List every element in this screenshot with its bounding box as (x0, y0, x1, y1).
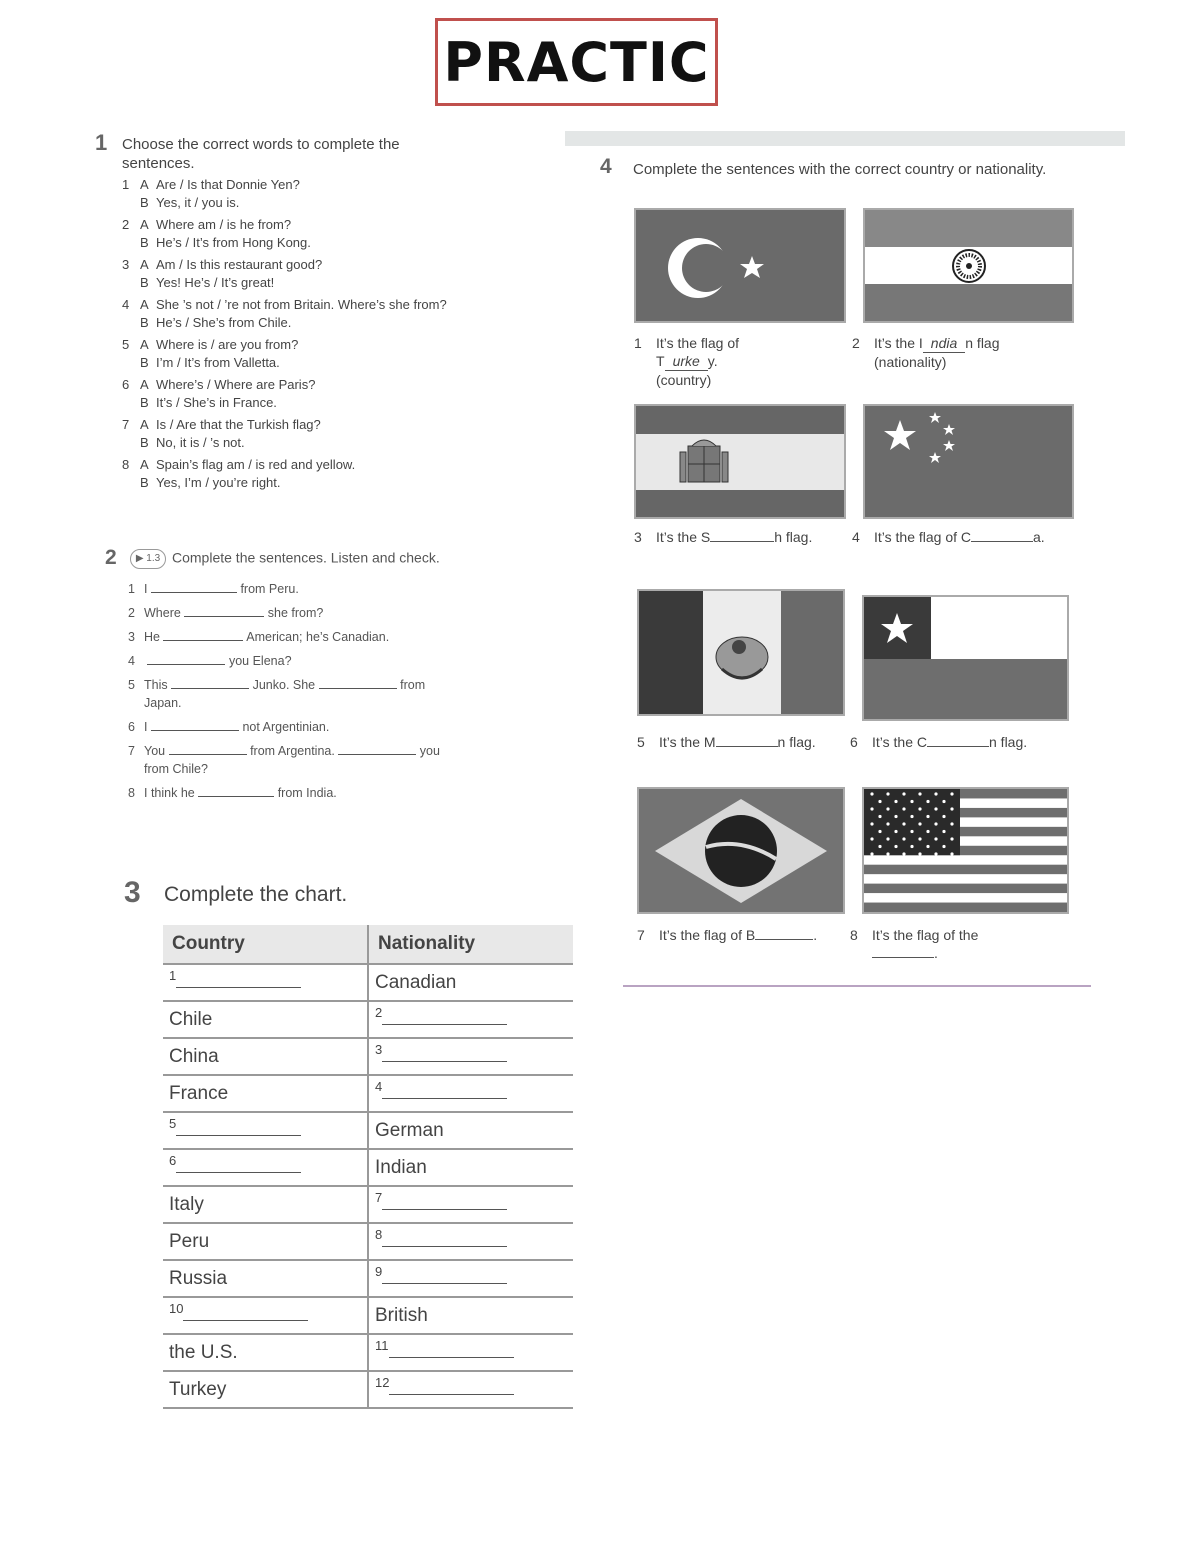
nationality-blank[interactable] (382, 1269, 507, 1284)
brazil-flag (637, 787, 845, 914)
caption-3-blank[interactable] (710, 529, 774, 542)
speaker-b-label: B (140, 315, 149, 330)
ex2-item (128, 628, 528, 646)
ex1-line-b[interactable]: He’s / It’s from Hong Kong. (156, 235, 311, 250)
ex2-item-number: 7 (128, 744, 135, 758)
caption-1-number: 1 (634, 335, 642, 351)
caption-2-suffix: n flag (965, 335, 1000, 351)
ex1-line-b[interactable]: Yes, it / you is. (156, 195, 240, 210)
caption-8-blank[interactable] (872, 945, 934, 958)
chart-nationality-cell[interactable] (368, 1038, 573, 1075)
ex2-item (128, 652, 528, 670)
blank-number: 3 (375, 1041, 383, 1057)
chart-country-cell (163, 1371, 368, 1408)
ex1-item-number: 6 (122, 377, 130, 392)
ex2-text-1: Where (144, 606, 181, 620)
caption-6-number: 6 (850, 734, 858, 750)
chart-nationality-cell (368, 1149, 573, 1186)
ex1-number: 1 (95, 130, 108, 155)
blank-number: 10 (169, 1300, 184, 1316)
speaker-b-label: B (140, 435, 149, 450)
chart-nationality-cell[interactable] (368, 1260, 573, 1297)
caption-1-hint: (country) (656, 372, 712, 388)
ex1-item (122, 256, 542, 292)
caption-1-suffix: y. (707, 353, 718, 369)
chile-flag (862, 595, 1069, 721)
speaker-a-label: A (140, 297, 149, 312)
country-blank[interactable] (183, 1306, 308, 1321)
ex1-item (122, 296, 542, 332)
ex1-item (122, 336, 542, 372)
chart-row (163, 1223, 573, 1260)
ex1-item-number: 4 (122, 297, 130, 312)
ex4-instruction: Complete the sentences with the correct country or nationality. (633, 161, 1047, 178)
ex1-item (122, 456, 542, 492)
ex2-blank[interactable] (151, 580, 237, 593)
country-name: France (169, 1082, 229, 1104)
ex2-blank[interactable] (163, 628, 243, 641)
ex2-text-2: from Argentina. (250, 744, 335, 758)
speaker-a-label: A (140, 377, 149, 392)
ex2-text-1: I (144, 720, 148, 734)
ex2-item (128, 784, 528, 802)
mexico-flag-icon (639, 591, 843, 714)
nationality-blank[interactable] (382, 1084, 507, 1099)
mexico-flag (637, 589, 845, 716)
ex2-blank[interactable] (184, 604, 264, 617)
ex2-item (128, 676, 528, 712)
turkey-flag-icon (636, 210, 844, 321)
section-divider (623, 985, 1091, 987)
ex3-number: 3 (124, 876, 141, 909)
country-name: the U.S. (169, 1341, 238, 1363)
caption-1 (634, 334, 844, 389)
speaker-b-label: B (140, 195, 149, 210)
nationality-name: British (375, 1304, 428, 1326)
chart-country-cell[interactable] (163, 1149, 368, 1186)
ex2-text-2: not Argentinian. (242, 720, 330, 734)
caption-8-text: It’s the flag of the (872, 927, 979, 943)
speaker-b-label: B (140, 475, 149, 490)
nationality-blank[interactable] (382, 1010, 507, 1025)
chart-nationality-cell (368, 1297, 573, 1334)
country-blank[interactable] (176, 973, 301, 988)
caption-5-number: 5 (637, 734, 645, 750)
caption-4-text: It’s the flag of C (874, 529, 972, 545)
caption-5-blank[interactable] (716, 734, 778, 747)
caption-2 (852, 334, 1082, 371)
caption-7-text: It’s the flag of B (659, 927, 756, 943)
caption-3-text: It’s the S (656, 529, 711, 545)
audio-track-number: 1.3 (146, 553, 161, 564)
speaker-a-label: A (140, 177, 149, 192)
blank-number: 12 (375, 1374, 390, 1390)
chart-country-cell (163, 1001, 368, 1038)
speaker-a-label: A (140, 457, 149, 472)
caption-8-suffix: . (934, 945, 938, 961)
chart-row (163, 1260, 573, 1297)
chart-nationality-cell[interactable] (368, 1223, 573, 1260)
ex2-number: 2 (105, 546, 117, 569)
chart-nationality-cell (368, 964, 573, 1001)
chart-row (163, 1001, 573, 1038)
ex2-text-4: from Chile? (144, 762, 208, 776)
blank-number: 7 (375, 1189, 383, 1205)
ex2-text-1: You (144, 744, 166, 758)
caption-5 (637, 733, 852, 751)
ex1-line-a[interactable]: Spain’s flag am / is red and yellow. (156, 457, 356, 472)
caption-3 (634, 528, 849, 546)
ex2-item-number: 1 (128, 582, 135, 596)
blank-number: 5 (169, 1115, 177, 1131)
ex1-item (122, 416, 542, 452)
chart-country-cell (163, 1334, 368, 1371)
china-flag-icon (865, 406, 1072, 517)
ex1-item-number: 7 (122, 417, 130, 432)
chart-country-cell (163, 1038, 368, 1075)
caption-6-blank[interactable] (927, 734, 989, 747)
caption-4 (852, 528, 1092, 546)
ex1-line-b[interactable]: I’m / It’s from Valletta. (156, 355, 280, 370)
country-name: Russia (169, 1267, 228, 1289)
chart-country-cell (163, 1075, 368, 1112)
ex2-text-1: I (144, 582, 148, 596)
country-name: Turkey (169, 1378, 227, 1400)
caption-7-suffix: . (813, 927, 818, 943)
chart-row (163, 1075, 573, 1112)
nationality-chart (163, 925, 573, 1409)
ex1-line-a[interactable]: Where is / are you from? (156, 337, 299, 352)
china-flag (863, 404, 1074, 519)
ex1-item-number: 2 (122, 217, 130, 232)
caption-6 (850, 733, 1070, 751)
chart-row (163, 1186, 573, 1223)
ex2-item (128, 604, 528, 622)
speaker-a-label: A (140, 337, 149, 352)
ex2-blank[interactable] (338, 742, 416, 755)
ex2-blank[interactable] (171, 676, 249, 689)
blank-number: 11 (375, 1337, 389, 1353)
ex4-top-bar (565, 131, 1125, 146)
chart-header-nationality: Nationality (368, 925, 573, 964)
country-blank[interactable] (176, 1121, 301, 1136)
chart-row (163, 1334, 573, 1371)
ex2-blank[interactable] (169, 742, 247, 755)
caption-1-prefix: T (656, 353, 665, 369)
ex2-text-2: American; he’s Canadian. (246, 630, 390, 644)
ex1-instruction: Choose the correct words to complete the sentences. (122, 136, 400, 172)
ex2-item-number: 3 (128, 630, 135, 644)
ex2-text-2: you Elena? (228, 654, 292, 668)
ex4-number: 4 (600, 155, 612, 178)
ex2-item-number: 5 (128, 678, 135, 692)
ex2-text-2: from India. (277, 786, 337, 800)
ex1-item (122, 376, 542, 412)
caption-1-answer[interactable]: urke (665, 352, 708, 371)
country-name: Peru (169, 1230, 210, 1252)
ex1-line-b[interactable]: He’s / She’s from Chile. (156, 315, 292, 330)
ex1-item (122, 176, 542, 212)
nationality-blank[interactable] (382, 1232, 507, 1247)
ex2-text-2: from Peru. (240, 582, 299, 596)
nationality-blank[interactable] (389, 1380, 514, 1395)
caption-1-text: It’s the flag of (656, 335, 740, 351)
caption-5-suffix: n flag. (777, 734, 816, 750)
chart-row (163, 1149, 573, 1186)
chile-flag-icon (864, 597, 1067, 719)
speaker-a-label: A (140, 417, 149, 432)
blank-number: 6 (169, 1152, 177, 1168)
turkey-flag (634, 208, 846, 323)
ex2-blank[interactable] (319, 676, 397, 689)
ex2-text-4: Japan. (144, 696, 182, 710)
usa-flag-icon (864, 789, 1067, 912)
caption-2-number: 2 (852, 335, 860, 351)
ex1-line-a[interactable]: Are / Is that Donnie Yen? (156, 177, 300, 192)
ex2-text-2: she from? (267, 606, 324, 620)
ex2-item-number: 6 (128, 720, 135, 734)
ex2-text-3: you (419, 744, 440, 758)
chart-country-cell[interactable] (163, 964, 368, 1001)
chart-nationality-cell[interactable] (368, 1186, 573, 1223)
caption-2-answer[interactable]: ndia (923, 334, 965, 353)
chart-row (163, 964, 573, 1001)
chart-nationality-cell[interactable] (368, 1334, 573, 1371)
ex2-item (128, 718, 528, 736)
ex1-line-a[interactable]: Where am / is he from? (156, 217, 292, 232)
chart-row (163, 1297, 573, 1334)
speaker-b-label: B (140, 235, 149, 250)
ex1-item-number: 8 (122, 457, 130, 472)
ex1-line-b[interactable]: No, it is / ’s not. (156, 435, 245, 450)
caption-2-hint: (nationality) (874, 354, 947, 370)
ex1-line-a[interactable]: Am / Is this restaurant good? (156, 257, 323, 272)
caption-6-text: It’s the C (872, 734, 927, 750)
ex1-item (122, 216, 542, 252)
blank-number: 1 (169, 967, 177, 983)
chart-country-cell (163, 1186, 368, 1223)
caption-7 (637, 926, 852, 944)
caption-7-number: 7 (637, 927, 645, 943)
speaker-b-label: B (140, 355, 149, 370)
ex2-text-1: He (144, 630, 160, 644)
ex2-item-number: 8 (128, 786, 135, 800)
india-flag (863, 208, 1074, 323)
nationality-name: Indian (375, 1156, 427, 1178)
caption-8 (850, 926, 1070, 962)
ex2-blank[interactable] (198, 784, 274, 797)
chart-nationality-cell[interactable] (368, 1371, 573, 1408)
caption-2-text: It’s the I (874, 335, 923, 351)
page-title-box (435, 18, 718, 106)
usa-flag (862, 787, 1069, 914)
ex2-item-number: 4 (128, 654, 135, 668)
ex1-line-a[interactable]: Where’s / Where are Paris? (156, 377, 316, 392)
ex2-text-1: This (144, 678, 168, 692)
ex1-line-a[interactable]: She ’s not / ’re not from Britain. Where’s she from? (156, 297, 447, 312)
ex2-text-1: I think he (144, 786, 195, 800)
country-name: Italy (169, 1193, 204, 1215)
speaker-b-label: B (140, 395, 149, 410)
ex2-text-2: Junko. She (252, 678, 316, 692)
country-name: Chile (169, 1008, 213, 1030)
chart-nationality-cell (368, 1112, 573, 1149)
ex2-item (128, 580, 528, 598)
blank-number: 4 (375, 1078, 383, 1094)
spain-flag-icon (636, 406, 844, 517)
chart-row (163, 1371, 573, 1408)
ex2-header (130, 549, 440, 569)
speaker-a-label: A (140, 217, 149, 232)
ex1-item-number: 5 (122, 337, 130, 352)
ex2-blank[interactable] (151, 718, 239, 731)
caption-6-suffix: n flag. (989, 734, 1028, 750)
chart-nationality-cell[interactable] (368, 1001, 573, 1038)
spain-flag (634, 404, 846, 519)
country-blank[interactable] (176, 1158, 301, 1173)
india-flag-icon (865, 210, 1072, 321)
ex1-list (122, 176, 542, 496)
ex1-line-b[interactable]: Yes! He’s / It’s great! (156, 275, 275, 290)
chart-country-cell (163, 1260, 368, 1297)
caption-8-number: 8 (850, 927, 858, 943)
nationality-blank[interactable] (382, 1195, 507, 1210)
nationality-name: Canadian (375, 971, 457, 993)
nationality-blank[interactable] (382, 1047, 507, 1062)
chart-row (163, 1038, 573, 1075)
chart-country-cell[interactable] (163, 1297, 368, 1334)
ex2-instruction: Complete the sentences. Listen and check. (172, 549, 440, 566)
ex2-item-number: 2 (128, 606, 135, 620)
ex1-line-a[interactable]: Is / Are that the Turkish flag? (156, 417, 321, 432)
ex3-instruction: Complete the chart. (164, 883, 348, 906)
country-name: China (169, 1045, 219, 1067)
caption-7-blank[interactable] (755, 927, 813, 940)
caption-3-number: 3 (634, 529, 642, 545)
blank-number: 9 (375, 1263, 383, 1279)
chart-nationality-cell[interactable] (368, 1075, 573, 1112)
nationality-name: German (375, 1119, 444, 1141)
chart-country-cell[interactable] (163, 1112, 368, 1149)
brazil-flag-icon (639, 789, 843, 912)
audio-track-icon[interactable]: ▶ 1.3 (130, 549, 166, 569)
ex2-list (128, 580, 528, 808)
ex2-blank[interactable] (147, 652, 225, 665)
ex1-item-number: 1 (122, 177, 130, 192)
blank-number: 8 (375, 1226, 383, 1242)
blank-number: 2 (375, 1004, 383, 1020)
caption-4-blank[interactable] (971, 529, 1033, 542)
ex2-text-3: from (400, 678, 426, 692)
ex2-item (128, 742, 528, 778)
caption-3-suffix: h flag. (774, 529, 813, 545)
chart-country-cell (163, 1223, 368, 1260)
chart-row (163, 1112, 573, 1149)
ex1-line-b[interactable]: Yes, I’m / you’re right. (156, 475, 281, 490)
ex1-item-number: 3 (122, 257, 130, 272)
nationality-blank[interactable] (389, 1343, 514, 1358)
caption-4-suffix: a. (1033, 529, 1045, 545)
speaker-a-label: A (140, 257, 149, 272)
chart-header-country: Country (163, 925, 368, 964)
caption-5-text: It’s the M (659, 734, 716, 750)
ex1-line-b[interactable]: It’s / She’s in France. (156, 395, 277, 410)
caption-4-number: 4 (852, 529, 860, 545)
speaker-b-label: B (140, 275, 149, 290)
page-title: PRACTIC (443, 30, 710, 94)
